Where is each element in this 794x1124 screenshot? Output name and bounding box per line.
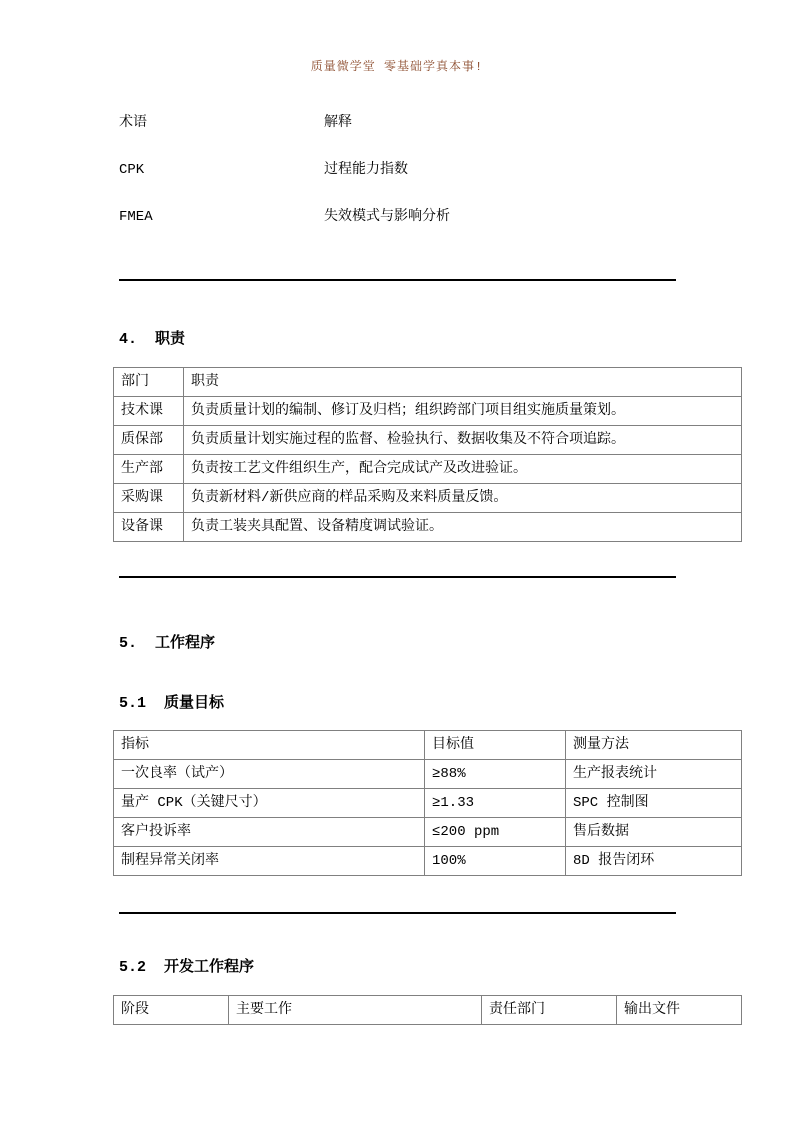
document-content [113,114,742,1025]
table-cell: 技术课 [114,397,184,426]
table-cell: 生产部 [114,455,184,484]
table-row [114,455,742,484]
table-cell: 100% [425,847,566,876]
column-header: 部门 [114,368,184,397]
section-5-heading: 5. 工作程序 [119,635,216,652]
table-cell: 负责质量计划的编制、修订及归档；组织跨部门项目组实施质量策划。 [184,397,742,426]
table-cell: 负责工装夹具配置、设备精度调试验证。 [184,513,742,542]
document-watermark-header: 质量微学堂 零基础学真本事! [310,60,484,74]
table-cell: 设备课 [114,513,184,542]
term-label: 术语 [119,115,147,131]
section-4-heading: 4. 职责 [119,331,186,348]
table-row [114,426,742,455]
table-cell: 负责质量计划实施过程的监督、检验执行、数据收集及不符合项追踪。 [184,426,742,455]
horizontal-rule [119,279,676,281]
column-header: 测量方法 [566,731,742,760]
table-cell: 8D 报告闭环 [566,847,742,876]
terms-definition-list [113,114,742,226]
column-header: 主要工作 [229,996,482,1025]
table-cell: 质保部 [114,426,184,455]
table-row [114,818,742,847]
term-definition: 过程能力指数 [324,162,408,178]
column-header: 输出文件 [617,996,742,1025]
term-row [119,161,742,179]
horizontal-rule [119,576,676,578]
table-cell: 负责新材料/新供应商的样品采购及来料质量反馈。 [184,484,742,513]
table-cell: 售后数据 [566,818,742,847]
column-header: 目标值 [425,731,566,760]
column-header: 职责 [184,368,742,397]
section-5-1-heading: 5.1 质量目标 [119,695,225,712]
column-header: 责任部门 [482,996,617,1025]
table-cell: ≥88% [425,760,566,789]
table-row [114,397,742,426]
table-cell: SPC 控制图 [566,789,742,818]
term-row [119,208,742,226]
table-row [114,789,742,818]
table-cell: 生产报表统计 [566,760,742,789]
table-header-row [114,731,742,760]
table-cell: 量产 CPK（关键尺寸） [114,789,425,818]
term-label: CPK [119,162,145,178]
column-header: 指标 [114,731,425,760]
table-row [114,760,742,789]
column-header: 阶段 [114,996,229,1025]
term-definition: 解释 [324,115,352,131]
table-row [114,484,742,513]
horizontal-rule [119,912,676,914]
table-row [114,513,742,542]
table-cell: 采购课 [114,484,184,513]
table-cell: 制程异常关闭率 [114,847,425,876]
term-definition: 失效模式与影响分析 [324,209,450,225]
table-cell: ≥1.33 [425,789,566,818]
table-cell: 客户投诉率 [114,818,425,847]
table-cell: 负责按工艺文件组织生产，配合完成试产及改进验证。 [184,455,742,484]
quality-targets-table [113,730,742,876]
responsibilities-table [113,367,742,542]
development-procedure-table [113,995,742,1025]
table-cell: ≤200 ppm [425,818,566,847]
term-row [119,114,742,132]
term-label: FMEA [119,209,153,225]
table-header-row [114,368,742,397]
table-cell: 一次良率（试产） [114,760,425,789]
section-5-2-heading: 5.2 开发工作程序 [119,959,255,976]
table-row [114,847,742,876]
table-header-row [114,996,742,1025]
